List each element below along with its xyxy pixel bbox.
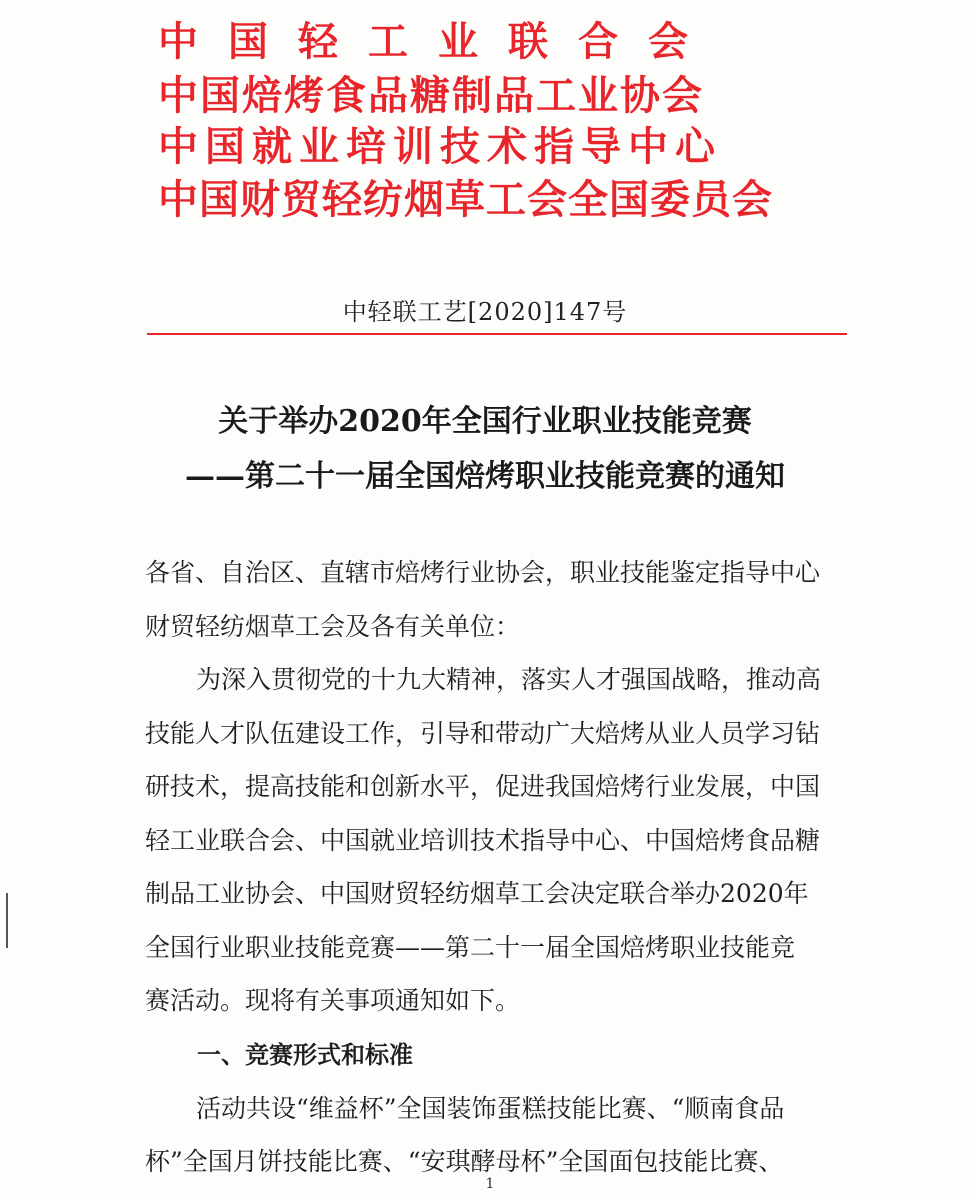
issuer-name: 中国轻工业联合会 [158, 19, 718, 65]
body-line: 财贸轻纺烟草工会及各有关单位： [145, 612, 521, 641]
body-line: 为深入贯彻党的十九大精神，落实人才强国战略，推动高 [196, 665, 822, 694]
body-line: 技能人才队伍建设工作，引导和带动广大焙烤从业人员学习钻 [145, 719, 821, 748]
red-divider [147, 333, 847, 335]
body-line: 各省、自治区、直辖市焙烤行业协会，职业技能鉴定指导中心 [145, 558, 821, 587]
issuer-name: 中国就业培训技术指导中心 [158, 124, 722, 170]
notice-title-line: ——第二十一届全国焙烤职业技能竞赛的通知 [185, 459, 785, 494]
body-line: 研技术，提高技能和创新水平，促进我国焙烤行业发展，中国 [145, 772, 821, 801]
notice-title-line: 关于举办2020年全国行业职业技能竞赛 [218, 404, 752, 439]
body-line: 轻工业联合会、中国就业培训技术指导中心、中国焙烤食品糖 [145, 826, 821, 855]
body-line: 制品工业协会、中国财贸轻纺烟草工会决定联合举办2020年 [145, 879, 809, 908]
issuer-name: 中国焙烤食品糖制品工业协会 [158, 73, 704, 119]
section-heading: 一、竞赛形式和标准 [197, 1041, 413, 1069]
body-line: 全国行业职业技能竞赛——第二十一届全国焙烤职业技能竞 [145, 933, 796, 962]
scan-edge-mark [6, 893, 8, 948]
page-number: 1 [485, 1176, 495, 1192]
body-line: 赛活动。现将有关事项通知如下。 [145, 986, 521, 1015]
body-line: 活动共设“维益杯”全国装饰蛋糕技能比赛、“顺南食品 [196, 1094, 785, 1123]
issuer-name: 中国财贸轻纺烟草工会全国委员会 [158, 177, 773, 223]
body-line: 杯”全国月饼技能比赛、“安琪酵母杯”全国面包技能比赛、 [145, 1147, 784, 1176]
document-number: 中轻联工艺[2020]147号 [342, 298, 628, 326]
